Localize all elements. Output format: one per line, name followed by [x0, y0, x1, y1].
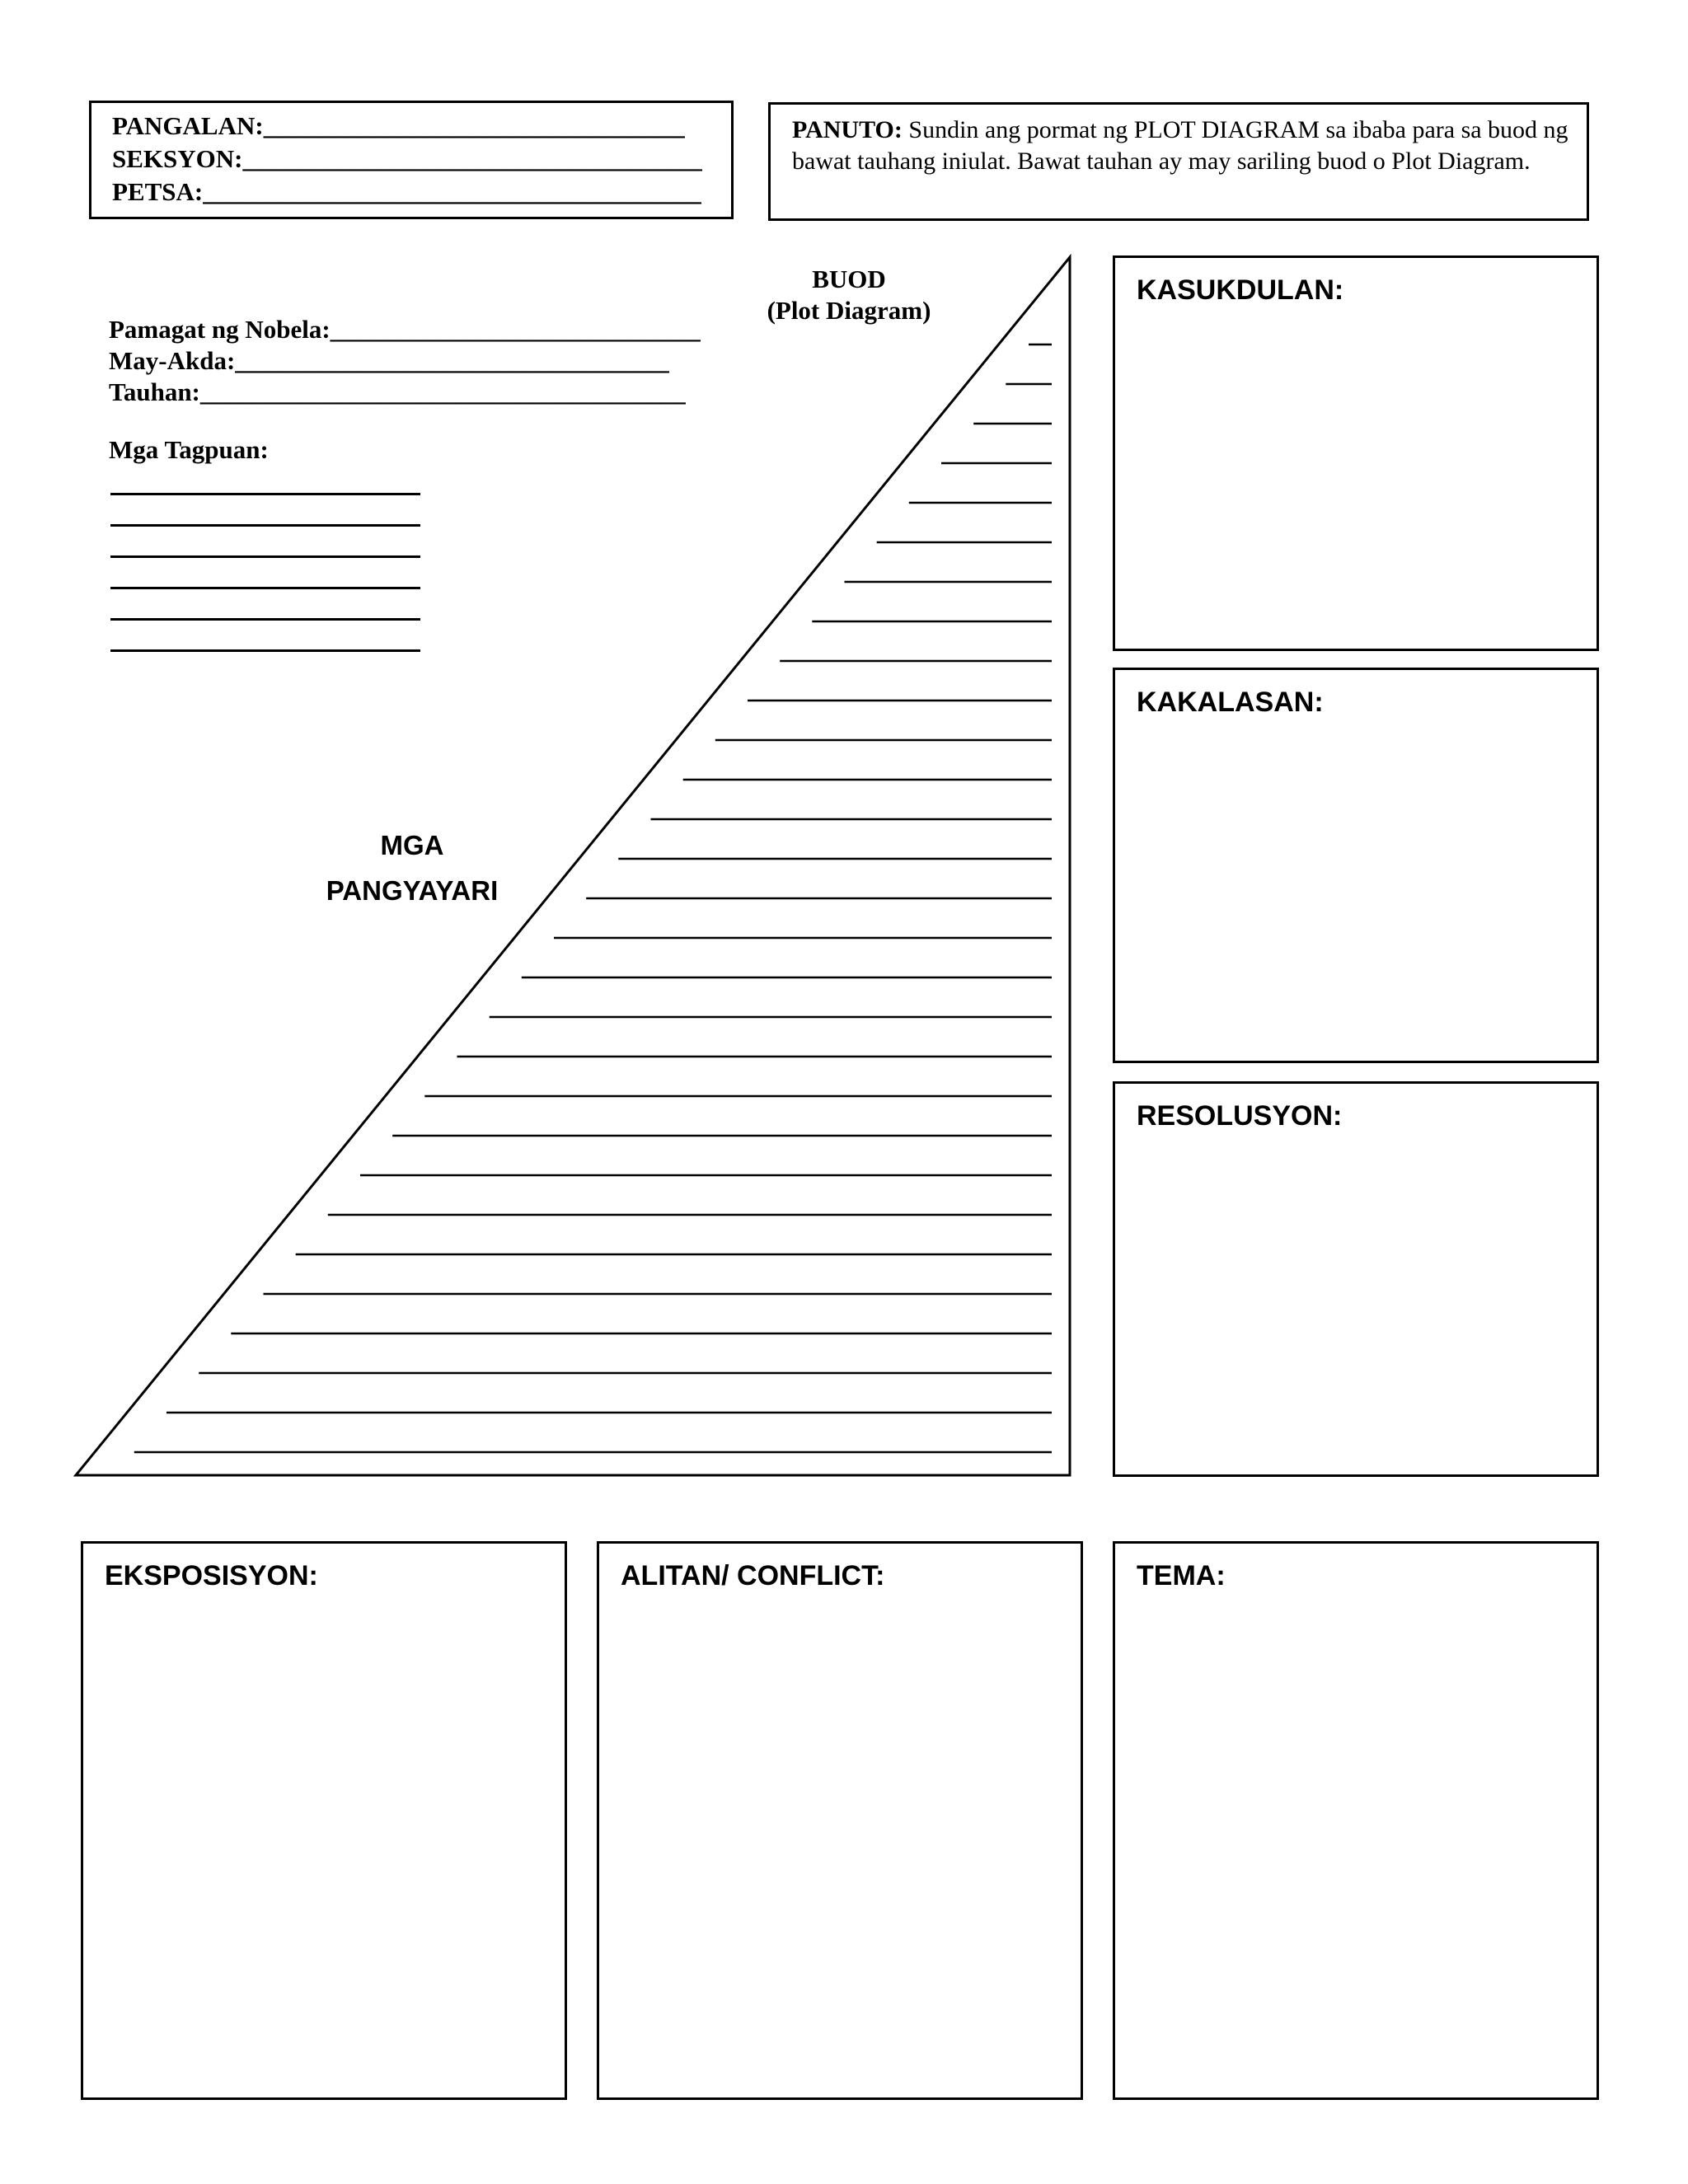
plot-writing-lines	[134, 344, 1052, 1452]
events-label-line2: PANGYAYARI	[326, 875, 499, 906]
conflict-box[interactable]	[597, 1541, 1083, 2100]
plot-diagram-subtitle: (Plot Diagram)	[767, 296, 931, 325]
climax-title: KASUKDULAN:	[1137, 274, 1344, 306]
name-blank[interactable]: _________________________________	[263, 111, 686, 140]
exposition-box[interactable]	[81, 1541, 567, 2100]
conflict-title: ALITAN/ CONFLICT:	[621, 1560, 885, 1591]
section-label: SEKSYON:	[112, 144, 243, 173]
events-label-line1: MGA	[380, 830, 444, 860]
character-blank[interactable]: ______________________________________	[199, 377, 686, 406]
plot-diagram-title-block	[750, 264, 948, 326]
triangle-outline	[76, 257, 1070, 1475]
setting-label: Mga Tagpuan:	[109, 435, 269, 464]
instructions-label: PANUTO:	[792, 116, 903, 143]
exposition-title: EKSPOSISYON:	[105, 1560, 318, 1591]
section-blank[interactable]: ____________________________________	[242, 144, 703, 173]
author-blank[interactable]: __________________________________	[235, 346, 670, 375]
resolution-title: RESOLUSYON:	[1137, 1100, 1343, 1132]
instructions-body: Sundin ang pormat ng PLOT DIAGRAM sa ibaba para sa buod ng bawat tauhang iniulat. Bawat tauhan ay may sariling buod o Plot Diagram.	[792, 116, 1568, 175]
climax-box[interactable]	[1113, 255, 1599, 651]
date-blank[interactable]: _______________________________________	[203, 177, 701, 206]
plot-diagram-title: BUOD	[812, 265, 886, 293]
date-label: PETSA:	[112, 177, 204, 206]
theme-box[interactable]	[1113, 1541, 1599, 2100]
falling-action-title: KAKALASAN:	[1137, 687, 1324, 718]
novel-title-label: Pamagat ng Nobela:	[109, 315, 331, 344]
events-label	[305, 823, 519, 913]
resolution-box[interactable]	[1113, 1081, 1599, 1477]
author-label: May-Akda:	[109, 346, 236, 375]
theme-title: TEMA:	[1137, 1560, 1226, 1591]
character-label: Tauhan:	[109, 377, 200, 406]
novel-title-blank[interactable]: _____________________________	[330, 315, 701, 344]
name-label: PANGALAN:	[112, 111, 264, 140]
falling-action-box[interactable]	[1113, 668, 1599, 1063]
